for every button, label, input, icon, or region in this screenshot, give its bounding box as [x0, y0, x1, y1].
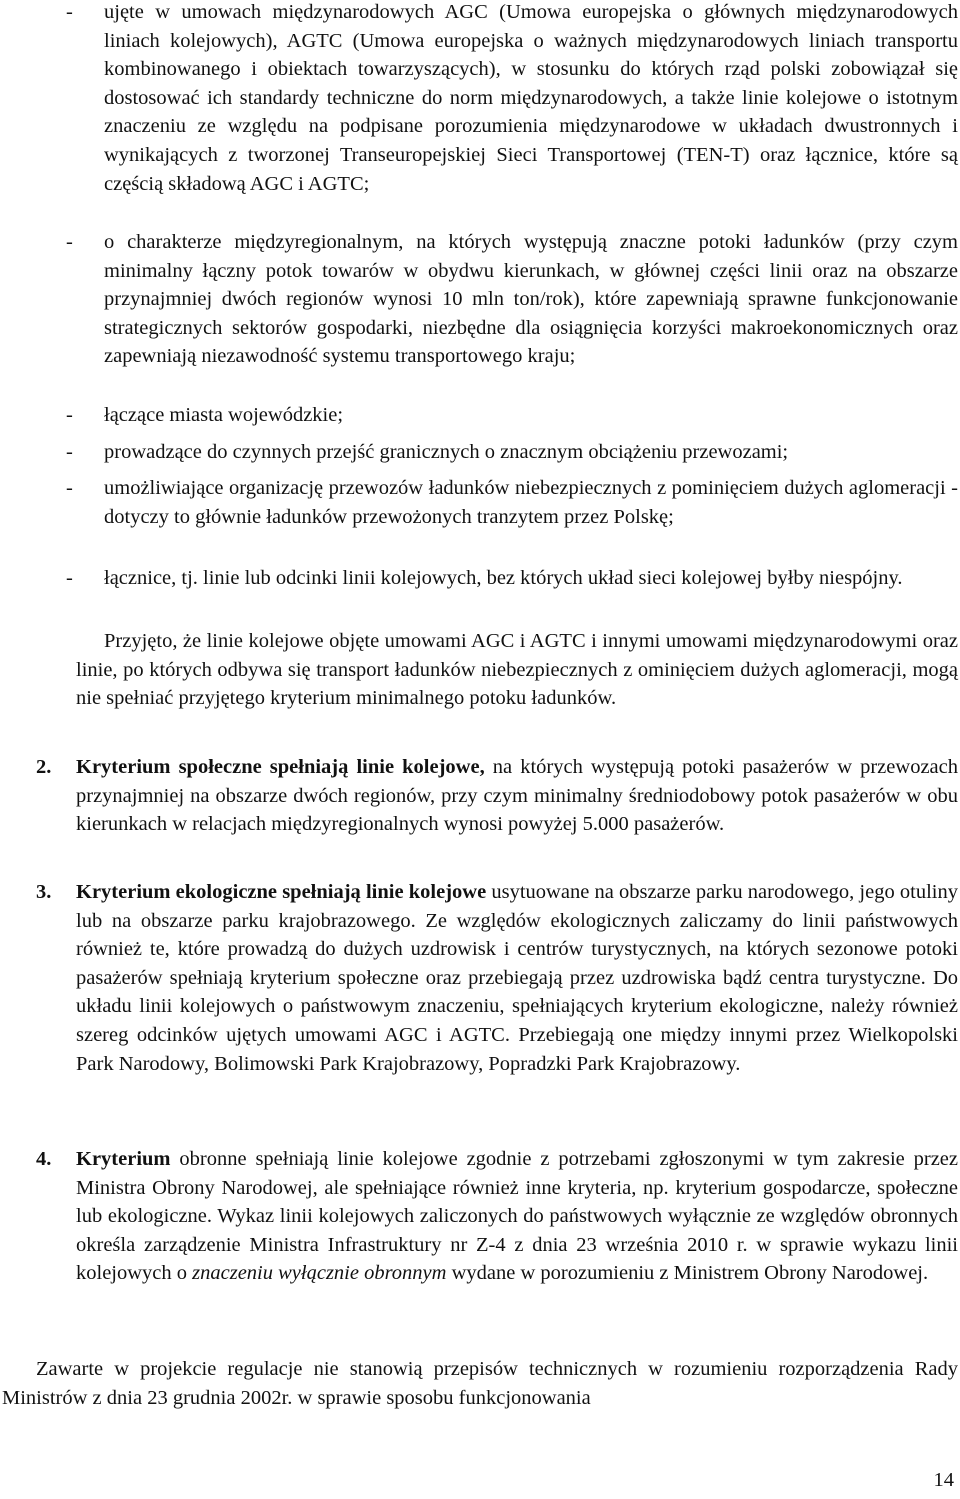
criterion-bold: Kryterium ekologiczne spełniają linie kolejowe: [76, 881, 487, 903]
criterion-4: [0, 1145, 958, 1288]
list-item-text: o charakterze międzyregionalnym, na których występują znaczne potoki ładunków (przy czym minimalny łączny potok towarów w obydwu kierunkach, w głównej części linii oraz na obszarze przynajmniej dwóch regionów wynosi 10 mln ton/rok), które zapewniają sprawne funkcjonowanie strategicznych sektorów gospodarki, niezbędne dla osiągnięcia korzyści makroekonomicznych oraz zapewniają niezawodność systemu transportowego kraju;: [104, 231, 958, 368]
page-number: 14: [933, 1469, 954, 1491]
list-item: [0, 564, 958, 593]
list-dash: -: [66, 567, 73, 589]
list-dash: -: [66, 1, 73, 23]
list-item-text: prowadzące do czynnych przejść granicznych o znacznym obciążeniu przewozami;: [104, 441, 789, 463]
criterion-text: [76, 1145, 958, 1288]
criterion-2: [0, 753, 958, 839]
list-item-text: umożliwiające organizację przewozów ładunków niebezpiecznych z pominięciem dużych aglomeracji - dotyczy to głównie ładunków przewożonych tranzytem przez Polskę;: [104, 477, 958, 528]
list-item-text: ujęte w umowach międzynarodowych AGC (Umowa europejska o głównych międzynarodowych liniach kolejowych), AGTC (Umowa europejska o ważnych międzynarodowych liniach transportu kombinowanego i obiektach towarzyszących), w stosunku do których rząd polski zobowiązał się dostosować ich standardy techniczne do norm międzynarodowych, a także linie kolejowe o istotnym znaczeniu ze względu na podpisane porozumienia międzynarodowe w układach dwustronnych i wynikających z tworzonej Transeuropejskiej Sieci Transportowej (TEN-T) oraz łącznice, które są częścią składową AGC i AGTC;: [104, 1, 958, 195]
criterion-number: 4.: [36, 1148, 52, 1170]
list-item-text: łączące miasta wojewódzkie;: [104, 404, 344, 426]
criterion-tail: wydane w porozumieniu z Ministrem Obrony Narodowej.: [446, 1262, 929, 1285]
list-item: [0, 0, 958, 198]
criterion-text: [76, 878, 958, 1078]
criterion-bold: Kryterium: [76, 1148, 171, 1170]
criterion-body: obronne spełniają linie kolejowe zgodnie z potrzebami zgłoszonymi w tym zakresie przez Ministra Obrony Narodowej, ale spełniające również inne kryteria, np. kryterium gospodarcze, społeczne lub ekologiczne. Wykaz linii kolejowych zaliczonych do państwowych wyłącznie ze względów obronnych określa zarządzenie Ministra Infrastruktury nr Z-4 z dnia 23 września 2010 r. w sprawie wykazu linii kolejowych o: [76, 1148, 958, 1285]
list-item-text: łącznice, tj. linie lub odcinki linii kolejowych, bez których układ sieci kolejowej byłby niespójny.: [104, 567, 903, 589]
criterion-bold: Kryterium społeczne spełniają linie kolejowe,: [76, 756, 485, 778]
criterion-body: usytuowane na obszarze parku narodowego, jego otuliny lub na obszarze parku krajobrazowego. Ze względów ekologicznych zaliczamy do linii państwowych również te, które prowadzą do dużych uzdrowisk i centrów turystycznych, na których sezonowe potoki pasażerów spełniają kryterium społeczne oraz przebiegają przez uzdrowiska bądź centra turystyczne. Do układu linii kolejowych o państwowym znaczeniu, spełniających kryterium ekologiczne, należy również szereg odcinków ujętych umowami AGC i AGTC. Przebiegają one między innymi przez Wielkopolski Park Narodowy, Bolimowski Park Krajobrazowy, Popradzki Park Krajobrazowy.: [76, 881, 958, 1075]
list-dash: -: [66, 441, 73, 463]
criterion-italic: znaczeniu wyłącznie obronnym: [192, 1262, 447, 1285]
criterion-number: 2.: [36, 756, 52, 778]
list-item: [0, 438, 958, 467]
criterion-3: [0, 878, 958, 1078]
criterion-body: na których występują potoki pasażerów w przewozach przynajmniej na obszarze dwóch regionów, przy czym minimalny średniodobowy potok pasażerów w obu kierunkach w relacjach międzyregionalnych wynosi powyżej 5.000 pasażerów.: [76, 756, 958, 836]
list-dash: -: [66, 404, 73, 426]
list-item: [0, 401, 958, 430]
list-item: [0, 474, 958, 531]
list-dash: -: [66, 477, 73, 499]
list-dash: -: [66, 231, 73, 253]
list-item: [0, 228, 958, 371]
criterion-number: 3.: [36, 881, 52, 903]
paragraph-final: Zawarte w projekcie regulacje nie stanowią przepisów technicznych w rozumieniu rozporządzenia Rady Ministrów z dnia 23 grudnia 2002r. w sprawie sposobu funkcjonowania: [2, 1358, 958, 1409]
criterion-text: [76, 753, 958, 839]
paragraph-adopted: Przyjęto, że linie kolejowe objęte umowami AGC i AGTC i innymi umowami międzynarodowymi oraz linie, po których odbywa się transport ładunków niebezpiecznych z ominięciem dużych aglomeracji, mogą nie spełniać przyjętego kryterium minimalnego potoku ładunków.: [76, 630, 958, 710]
